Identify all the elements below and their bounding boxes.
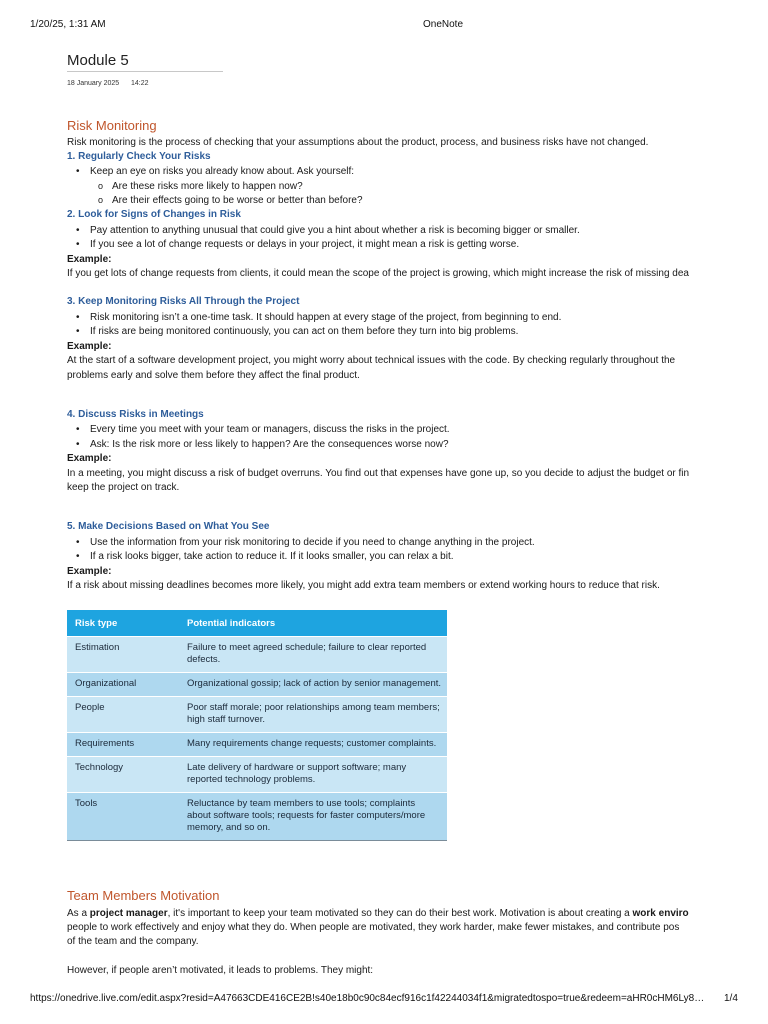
risk-indicators-table [67, 610, 447, 841]
project-manager-bold: project manager [89, 908, 168, 919]
motivation-paragraph-line-3: of the team and the company. [67, 936, 199, 947]
print-datetime: 1/20/25, 1:31 AM [30, 19, 106, 30]
risk-type-cell: People [67, 697, 179, 733]
section-2-example-label: Example: [67, 254, 112, 265]
page-title: Module 5 [67, 52, 129, 69]
print-url: https://onedrive.live.com/edit.aspx?resid=A47663CDE416CE2B!s40e18b0c90c84ecf916c1f42244034f1&migratedtospo=true&redeem=aHR0cHM6Ly8… [30, 993, 705, 1004]
section-4-bullet-1: • Every time you meet with your team or managers, discuss the risks in the project. [90, 423, 450, 437]
motivation-text: , it's important to keep your team motivated so they can do their best work. Motivation is about creating a [167, 908, 633, 919]
motivation-paragraph-line-2: people to work effectively and enjoy what they do. When people are motivated, they work harder, make fewer mistakes, and contribute pos [67, 922, 680, 933]
indicator-cell: Reluctance by team members to use tools; complaints about software tools; requests for faster computers/more memory, and so on. [179, 793, 447, 841]
section-2-bullet-2: • If you see a lot of change requests or delays in your project, it might mean a risk is getting worse. [90, 238, 519, 252]
section-5-example-label: Example: [67, 566, 112, 577]
table-header-risk-type: Risk type [67, 610, 179, 637]
risk-type-cell: Estimation [67, 637, 179, 673]
table-row [67, 673, 447, 697]
table-row [67, 733, 447, 757]
risk-intro: Risk monitoring is the process of checking that your assumptions about the product, process, and business risks have not changed. [67, 137, 649, 148]
section-4-bullet-2: • Ask: Is the risk more or less likely to happen? Are the consequences worse now? [90, 438, 449, 452]
table-row [67, 793, 447, 841]
page-date: 18 January 2025 [67, 80, 120, 87]
print-app-title: OneNote [423, 19, 464, 30]
section-2-bullet-1: • Pay attention to anything unusual that could give you a hint about whether a risk is becoming bigger or smaller. [90, 224, 580, 238]
print-page-counter: 1/4 [724, 993, 738, 1004]
section-4-heading: 4. Discuss Risks in Meetings [67, 409, 204, 420]
section-5-example: If a risk about missing deadlines becomes more likely, you might add extra team members or extend working hours to reduce that risk. [67, 580, 660, 591]
page-time: 14:22 [131, 80, 149, 87]
section-1-heading: 1. Regularly Check Your Risks [67, 151, 211, 162]
indicator-cell: Poor staff morale; poor relationships among team members; high staff turnover. [179, 697, 447, 733]
section-1-sub-bullet-2: o Are their effects going to be worse or better than before? [112, 194, 363, 208]
table-header-potential-indicators: Potential indicators [179, 610, 447, 637]
section-3-bullet-1: • Risk monitoring isn’t a one-time task. It should happen at every stage of the project, from beginning to end. [90, 311, 561, 325]
section-5-bullet-2: • If a risk looks bigger, take action to reduce it. If it looks smaller, you can relax a bit. [90, 550, 454, 564]
indicator-cell: Failure to meet agreed schedule; failure to clear reported defects. [179, 637, 447, 673]
section-3-example-line-1: At the start of a software development project, you might worry about technical issues with the code. By checking regularly throughout the [67, 355, 676, 366]
risk-type-cell: Technology [67, 757, 179, 793]
section-3-example-label: Example: [67, 341, 112, 352]
section-3-bullet-2: • If risks are being monitored continuously, you can act on them before they turn into big problems. [90, 325, 518, 339]
section-3-heading: 3. Keep Monitoring Risks All Through the Project [67, 296, 300, 307]
risk-type-cell: Requirements [67, 733, 179, 757]
risk-monitoring-heading: Risk Monitoring [67, 118, 157, 133]
motivation-paragraph-2: However, if people aren’t motivated, it leads to problems. They might: [67, 965, 374, 976]
work-environment-bold: work enviro [632, 908, 689, 919]
table-row [67, 757, 447, 793]
indicator-cell: Late delivery of hardware or support software; many reported technology problems. [179, 757, 447, 793]
motivation-text: As a [67, 908, 90, 919]
indicator-cell: Many requirements change requests; customer complaints. [179, 733, 447, 757]
section-4-example-line-1: In a meeting, you might discuss a risk of budget overruns. You find out that expenses have gone up, so you decide to adjust the budget or fin [67, 468, 690, 479]
table-header-row [67, 610, 447, 637]
section-4-example-label: Example: [67, 453, 112, 464]
section-1-sub-bullet-1: o Are these risks more likely to happen now? [112, 180, 303, 194]
section-5-bullet-1: • Use the information from your risk monitoring to decide if you need to change anything in the project. [90, 536, 535, 550]
section-1-bullet-1: • Keep an eye on risks you already know about. Ask yourself: [90, 165, 354, 179]
risk-type-cell: Organizational [67, 673, 179, 697]
section-5-heading: 5. Make Decisions Based on What You See [67, 521, 270, 532]
section-4-example-line-2: keep the project on track. [67, 482, 180, 493]
motivation-heading: Team Members Motivation [67, 888, 220, 903]
title-underline [67, 71, 223, 72]
section-2-heading: 2. Look for Signs of Changes in Risk [67, 209, 241, 220]
indicator-cell: Organizational gossip; lack of action by senior management. [179, 673, 447, 697]
motivation-paragraph-line-1 [67, 907, 689, 921]
risk-type-cell: Tools [67, 793, 179, 841]
table-row [67, 637, 447, 673]
section-3-example-line-2: problems early and solve them before they affect the final product. [67, 370, 360, 381]
section-2-example: If you get lots of change requests from clients, it could mean the scope of the project is growing, which might increase the risk of missing dea [67, 268, 689, 279]
table-row [67, 697, 447, 733]
